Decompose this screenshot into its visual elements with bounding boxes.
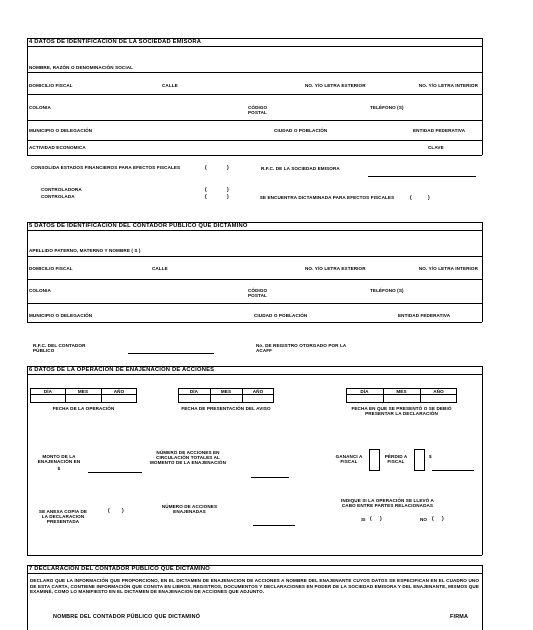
divider	[27, 72, 482, 73]
rfc-emisora-label: R.F.C. DE LA SOCIEDAD EMISORA	[261, 166, 340, 171]
fecha-aviso-label: FECHA DE PRESENTACIÓN DEL AVISO	[181, 406, 271, 411]
section-6-title: 6 DATOS DE LA OPERACIÓN DE ENAJENACIÓN DE ACCIONES	[29, 367, 215, 373]
fecha-declaracion-label: FECHA EN QUE SE PRESENTÓ O SE DEBIÓ PRESENTAR LA DECLARACIÓN	[351, 406, 452, 416]
frame-left	[27, 565, 28, 630]
divider	[27, 256, 482, 257]
paren-close: )	[227, 165, 229, 171]
divider	[27, 279, 482, 280]
perdida-field[interactable]	[432, 470, 474, 471]
no-label: NO	[420, 517, 428, 522]
divider	[27, 46, 482, 47]
divider	[27, 374, 482, 375]
ano-label: AÑO	[433, 389, 444, 394]
colonia-label: COLONIA	[29, 288, 51, 293]
divider	[178, 394, 274, 395]
apellido-label: APELLIDO PATERNO, MATERNO Y NOMBRE ( S )	[29, 248, 141, 253]
domicilio-label: DOMICILIO FISCAL	[29, 83, 73, 88]
monto-currency: $	[57, 466, 61, 471]
consolida-label: CONSOLIDA ESTADOS FINANCIEROS PARA EFECTOS FISCALES	[31, 165, 181, 170]
paren-close: )	[227, 194, 229, 200]
divider	[27, 230, 482, 231]
ganancia-box[interactable]	[369, 449, 380, 471]
clave-label: CLAVE	[428, 145, 444, 150]
divider	[27, 155, 482, 156]
frame-right	[482, 366, 483, 555]
mes-label: MES	[77, 389, 89, 394]
ano-label: AÑO	[113, 389, 125, 394]
domicilio-label: DOMICILIO FISCAL	[29, 266, 73, 271]
frame-left	[27, 366, 28, 555]
declaration-text: DECLARO QUE LA INFORMACIÓN QUE PROPORCIONO, EN EL DICTAMEN DE ENAJENACION DE ACCIONES A NOMBRE DEL ENAJENANTE CUYOS DATOS SE ESPECIFICAN EN EL CUADRO UNO DE ESTA CARTA, CONTIENE INFORMACIÓN QUE CONSTA EN LIBROS, REGISTROS, DOCUMENTOS Y DECLARACIONES EN PODER DE LA SOCIEDAD EMISORA Y DEL ENAJENANTE, MISMOS QUE EXAMINÉ, COMO LO MANIFIESTO EN EL DICTAMEN DE ENAJENACION DE ACCIONES QUE ADJUNTO.	[30, 578, 479, 595]
nombre-label: NOMBRE, RAZÓN O DENOMINACIÓN SOCIAL	[29, 65, 134, 70]
controladora-label: CONTROLADORA	[41, 187, 82, 192]
cp-label: CÓDIGO POSTAL	[248, 288, 268, 298]
registro-label: No. DE REGISTRO OTORGADO POR LA ACAFF	[256, 343, 347, 353]
paren-close: )	[380, 516, 382, 522]
frame-right	[482, 565, 483, 630]
numero-circulacion-label: NÚMERO DE ACCIONES EN CIRCULACIÓN TOTALES AL MOMENTO DE LA ENAJENACIÓN	[149, 450, 226, 465]
paren-close: )	[442, 516, 444, 522]
ciudad-label: CIUDAD O POBLACIÓN	[254, 313, 308, 318]
paren-open: (	[432, 516, 434, 522]
municipio-label: MUNICIPIO O DELEGACIÓN	[29, 128, 93, 133]
perdida-label: PÉRDID A FISCAL	[384, 454, 408, 464]
ano-label: AÑO	[252, 389, 264, 394]
dia-label: DÍA	[189, 389, 199, 394]
calle-label: CALLE	[152, 266, 168, 271]
section-4-title: 4 DATOS DE IDENTIFICACIÓN DE LA SOCIEDAD EMISORA	[29, 39, 202, 45]
perdida-box[interactable]	[414, 449, 425, 471]
actividad-label: ACTIVIDAD ECONOMICA	[29, 145, 86, 150]
divider	[27, 555, 482, 556]
frame-right	[482, 38, 483, 155]
colonia-label: COLONIA	[29, 105, 51, 110]
divider	[27, 94, 482, 95]
numero-enajenadas-field[interactable]	[253, 525, 295, 526]
frame-right	[482, 222, 483, 322]
mes-label: MES	[220, 389, 232, 394]
paren-open: (	[108, 508, 110, 514]
paren-open: (	[205, 165, 207, 171]
frame-left	[27, 38, 28, 155]
mes-label: MES	[396, 389, 407, 394]
monto-field[interactable]	[88, 472, 142, 473]
numero-circulacion-field[interactable]	[251, 477, 289, 478]
perdida-currency: $	[429, 454, 432, 459]
controlada-label: CONTROLADA	[41, 194, 75, 199]
dia-label: DÍA	[43, 389, 53, 394]
paren-close: )	[122, 508, 124, 514]
divider	[30, 394, 137, 395]
rfc-contador-label: R.F.C. DEL CONTADOR PÚBLICO	[33, 343, 86, 353]
rfc-emisora-field[interactable]	[368, 176, 476, 177]
divider	[27, 140, 482, 141]
fecha-operacion-label: FECHA DE LA OPERACIÓN	[52, 406, 115, 411]
nombre-contador-label: NOMBRE DEL CONTADOR PÚBLICO QUE DICTAMINÓ	[53, 614, 201, 620]
rfc-contador-field[interactable]	[128, 353, 214, 354]
divider	[27, 573, 482, 574]
section-5-title: 5 DATOS DE IDENTIFICACIÓN DEL CONTADOR PÚBLICO QUE DICTAMINO	[29, 223, 248, 229]
divider	[27, 120, 482, 121]
partes-label: INDIQUE SI LA OPERACIÓN SE LLEVÓ A CABO ENTRE PARTES RELACIONADAS	[341, 498, 434, 508]
paren-close: )	[428, 195, 430, 201]
section-7-title: 7 DECLARACIÓN DEL CONTADOR PÚBLICO QUE DICTAMINÓ	[29, 566, 210, 572]
divider	[27, 322, 482, 323]
paren-close: )	[227, 187, 229, 193]
paren-open: (	[370, 516, 372, 522]
divider	[27, 303, 482, 304]
dictaminada-label: SE ENCUENTRA DICTAMINADA PARA EFECTOS FISCALES	[259, 195, 395, 200]
dia-label: DÍA	[360, 389, 369, 394]
monto-label: MONTO DE LA ENAJENACIÓN EN	[37, 454, 81, 464]
calle-label: CALLE	[162, 83, 178, 88]
telefono-label: TELÉFONO (S)	[370, 288, 404, 293]
no-ext-label: NO. Y/O LETRA EXTERIOR	[305, 83, 366, 88]
divider	[346, 394, 457, 395]
paren-open: (	[205, 187, 207, 193]
firma-label: FIRMA	[450, 614, 469, 620]
anexa-label: SE ANEXA COPIA DE LA DECLARACION PRESENTADA	[38, 509, 88, 524]
ciudad-label: CIUDAD O POBLACIÓN	[274, 128, 328, 133]
frame-left	[27, 222, 28, 322]
telefono-label: TELÉFONO (S)	[370, 105, 404, 110]
entidad-label: ENTIDAD FEDERATIVA	[398, 313, 451, 318]
ganancia-label: GANANCI A FISCAL	[335, 454, 363, 464]
cp-label: CÓDIGO POSTAL	[248, 105, 268, 115]
numero-enajenadas-label: NÚMERO DE ACCIONES ENAJENADAS	[161, 504, 218, 514]
si-label: SI	[361, 517, 366, 522]
municipio-label: MUNICIPIO O DELEGACIÓN	[29, 313, 93, 318]
entidad-label: ENTIDAD FEDERATIVA	[413, 128, 466, 133]
no-ext-label: NO. Y/O LETRA EXTERIOR	[305, 266, 366, 271]
no-int-label: NO. Y/O LETRA INTERIOR	[418, 266, 478, 271]
paren-open: (	[410, 195, 412, 201]
paren-open: (	[205, 194, 207, 200]
no-int-label: NO. Y/O LETRA INTERIOR	[418, 83, 478, 88]
